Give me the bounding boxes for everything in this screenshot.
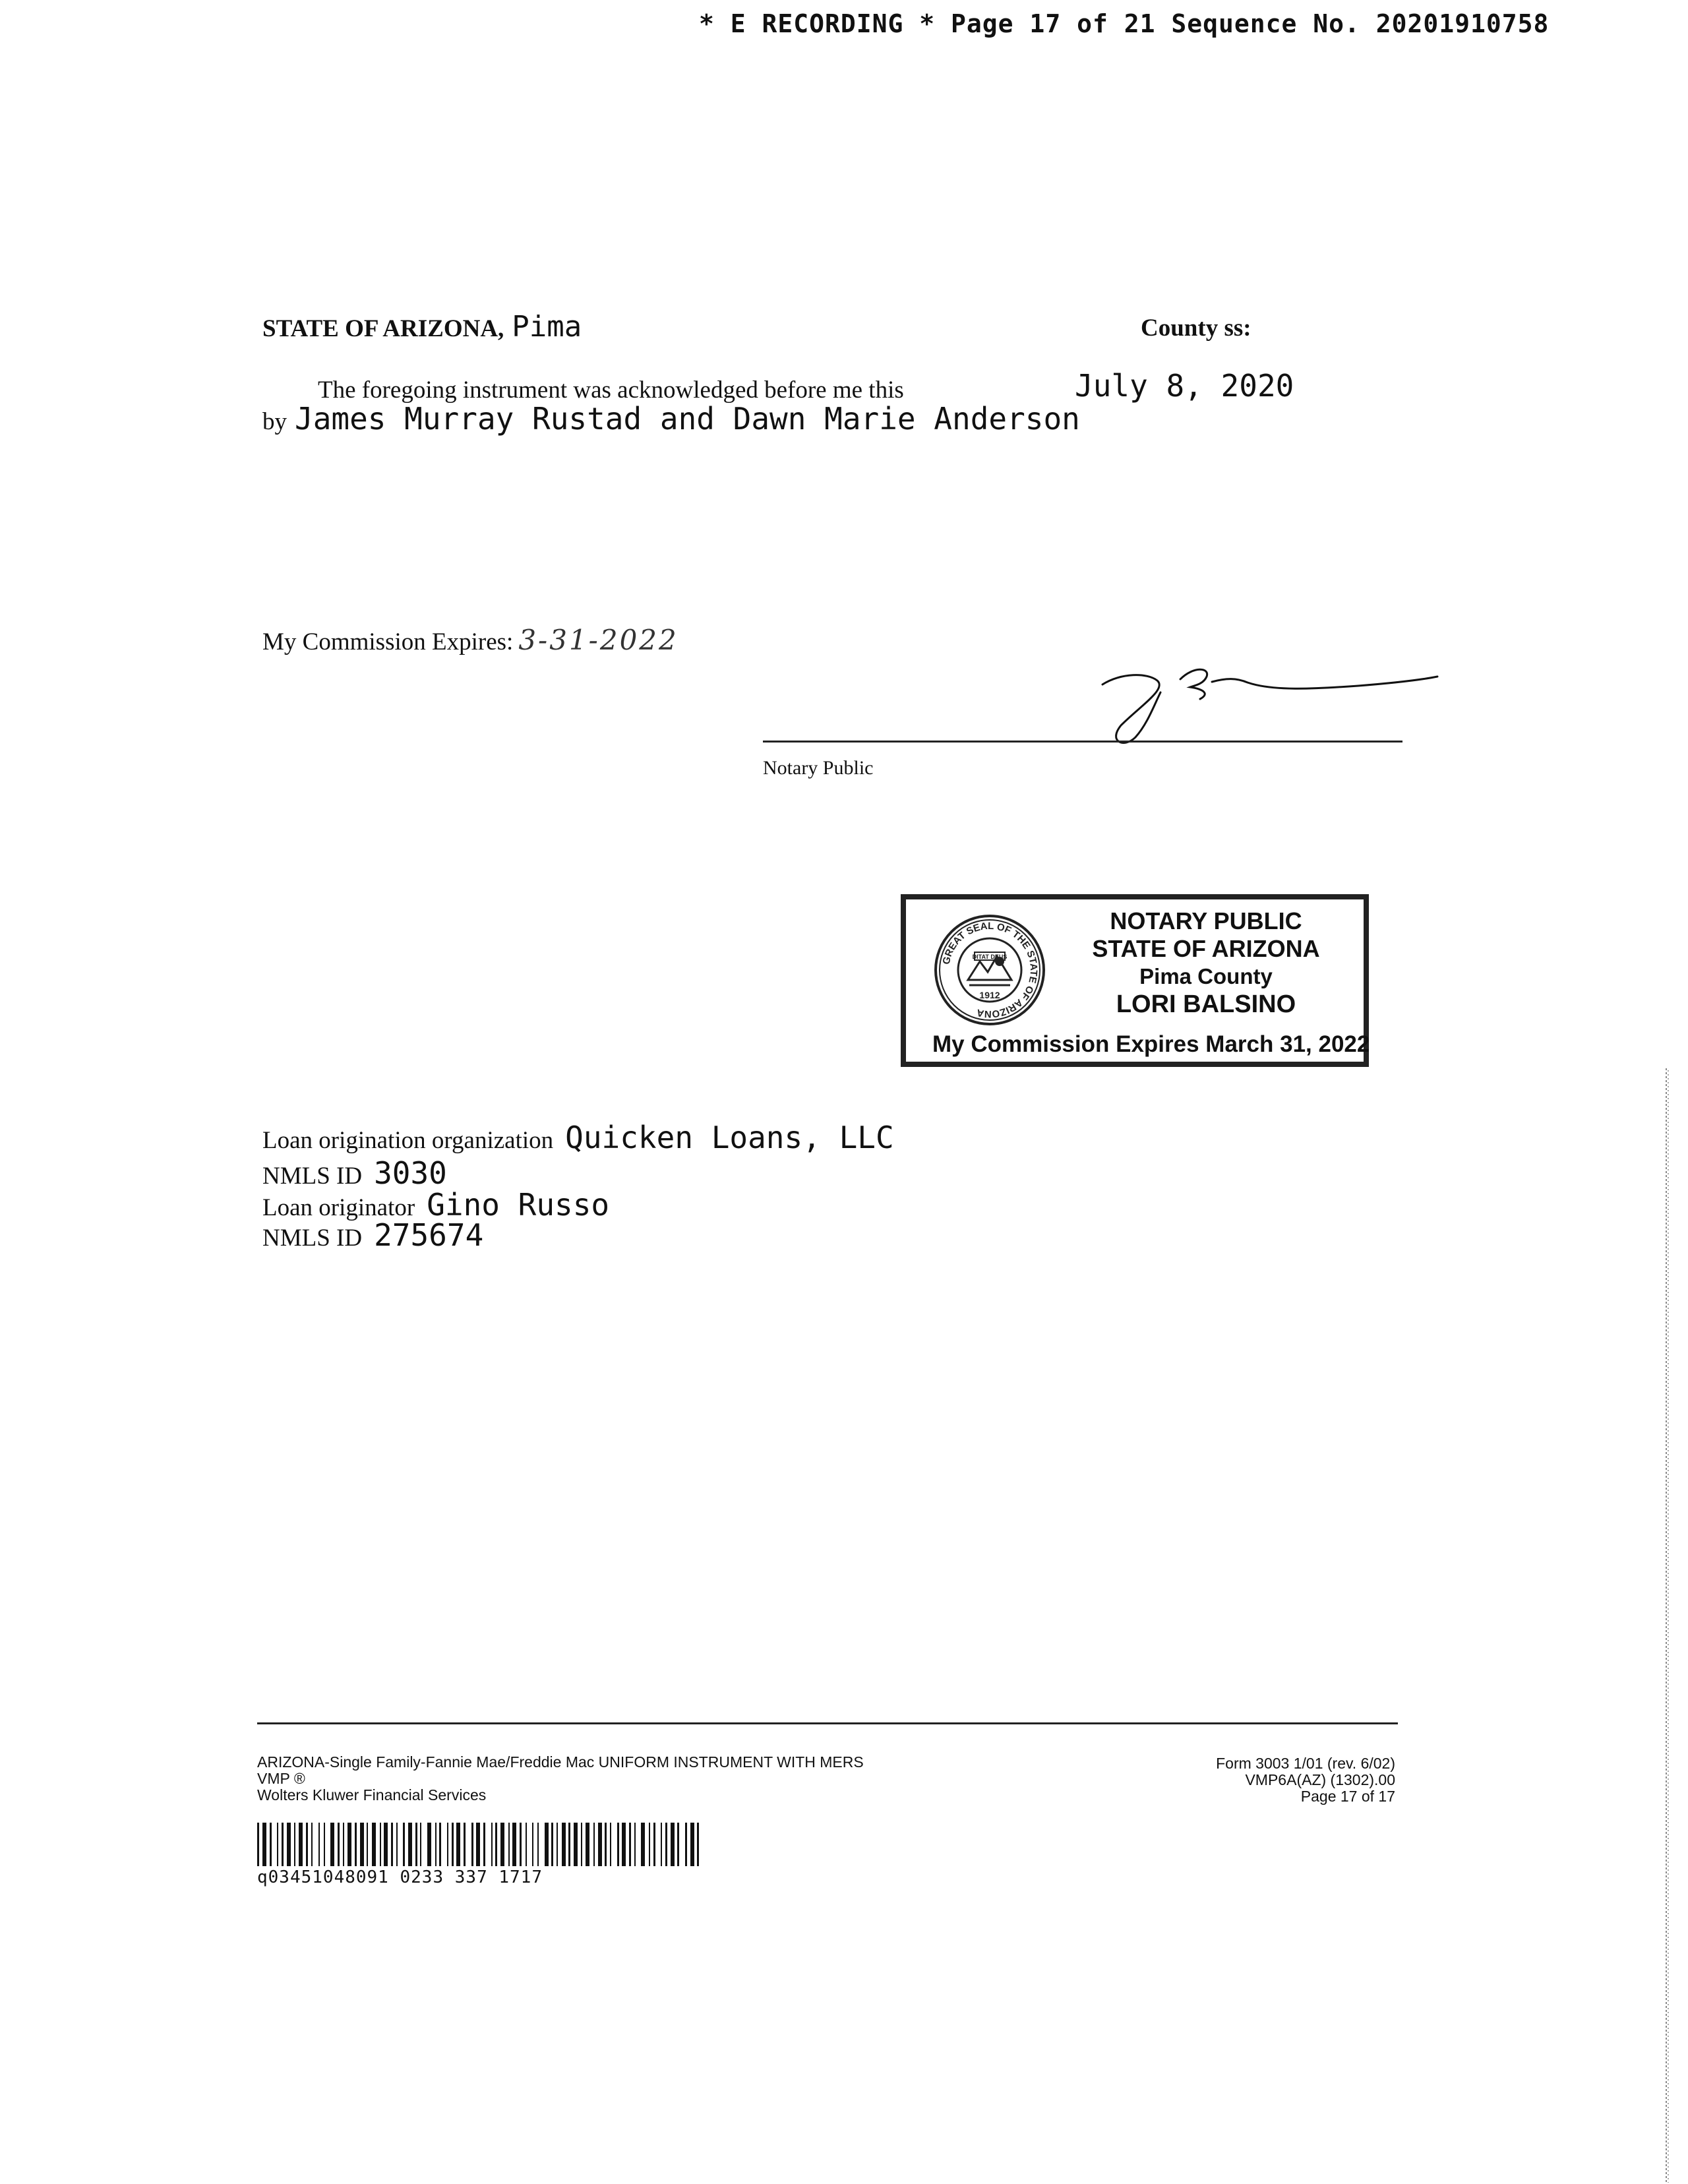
barcode-bar (568, 1823, 570, 1866)
barcode-bar (500, 1823, 504, 1866)
stamp-expiration: My Commission Expires March 31, 2022 (932, 1031, 1370, 1057)
footer-publisher: Wolters Kluwer Financial Services (257, 1786, 487, 1804)
barcode-bar (593, 1823, 595, 1866)
barcode-bar (464, 1823, 466, 1866)
loan-org-label: Loan origination organization (262, 1127, 554, 1154)
barcode-bar (408, 1823, 412, 1866)
stamp-text-block (1064, 907, 1348, 1018)
nmls-originator-label: NMLS ID (262, 1225, 363, 1252)
barcode-bar (605, 1823, 607, 1866)
barcode-bar (476, 1823, 480, 1866)
notary-public-label: Notary Public (763, 757, 874, 779)
barcode-bar (318, 1823, 320, 1866)
barcode-bar (396, 1823, 398, 1866)
barcode-bar (690, 1823, 694, 1866)
barcode-bar (282, 1823, 284, 1866)
footer-page-number: Page 17 of 17 (1300, 1788, 1395, 1805)
barcode-bar (447, 1823, 448, 1866)
stamp-notary-public: NOTARY PUBLIC (1110, 907, 1302, 934)
barcode-bar (671, 1823, 675, 1866)
barcode-bar (661, 1823, 662, 1866)
nmls-org-value: 3030 (374, 1155, 447, 1191)
barcode-bar (427, 1823, 431, 1866)
loan-originator-value: Gino Russo (427, 1187, 610, 1223)
scan-edge-artifact (1666, 1068, 1670, 2183)
state-label: STATE OF ARIZONA, (262, 315, 504, 342)
stamp-state: STATE OF ARIZONA (1092, 935, 1320, 962)
barcode-bar (629, 1823, 631, 1866)
barcode-bar (452, 1823, 454, 1866)
state-line (262, 310, 582, 344)
barcode-bar (649, 1823, 650, 1866)
loan-org-row (262, 1120, 894, 1155)
barcode-bar (641, 1823, 645, 1866)
signers-line (262, 401, 1080, 437)
barcode-bar (557, 1823, 558, 1866)
barcode-bar (526, 1823, 527, 1866)
barcode-bar (456, 1823, 460, 1866)
loan-originator-label: Loan originator (262, 1194, 415, 1221)
notary-signature-image (1095, 653, 1444, 752)
barcode-bar (338, 1823, 340, 1866)
barcode-bar (372, 1823, 376, 1866)
barcode-image (257, 1823, 706, 1866)
barcode-bar (653, 1823, 655, 1866)
barcode-bar (355, 1823, 357, 1866)
signature-line (763, 741, 1402, 743)
barcode-bar (598, 1823, 602, 1866)
seal-year: 1912 (979, 990, 1000, 1000)
barcode-bar (495, 1823, 497, 1866)
footer-form-number: Form 3003 1/01 (rev. 6/02) (1216, 1755, 1395, 1772)
footer-rule (257, 1722, 1398, 1724)
barcode-bar (311, 1823, 313, 1866)
barcode-bar (685, 1823, 687, 1866)
footer-right-block (1167, 1755, 1395, 1805)
barcode-bar (622, 1823, 626, 1866)
barcode-bar (287, 1823, 291, 1866)
commission-line (262, 624, 678, 656)
barcode-bar (483, 1823, 485, 1866)
footer-vmp: VMP ® (257, 1770, 305, 1787)
barcode-bar (617, 1823, 619, 1866)
barcode-bar (257, 1823, 259, 1866)
barcode-bar (330, 1823, 334, 1866)
barcode-bar (367, 1823, 368, 1866)
by-label: by (262, 408, 287, 435)
barcode-bar (435, 1823, 437, 1866)
barcode-bar (634, 1823, 636, 1866)
nmls-originator-value: 275674 (374, 1217, 484, 1253)
county-name: Pima (512, 310, 582, 344)
nmls-org-label: NMLS ID (262, 1163, 363, 1190)
barcode-bar (360, 1823, 364, 1866)
barcode-bar (532, 1823, 533, 1866)
footer-left-block (257, 1754, 864, 1804)
barcode-bar (562, 1823, 566, 1866)
barcode-bar (697, 1823, 699, 1866)
barcode-bar (299, 1823, 303, 1866)
stamp-county: Pima County (1139, 964, 1273, 988)
barcode-bar (512, 1823, 516, 1866)
barcode-bar (294, 1823, 295, 1866)
acknowledgment-text: The foregoing instrument was acknowledged before me this (318, 377, 904, 404)
loan-org-value: Quicken Loans, LLC (565, 1120, 894, 1155)
barcode-bar (508, 1823, 510, 1866)
barcode-bar (403, 1823, 405, 1866)
barcode-bar (391, 1823, 393, 1866)
footer-vmp-code: VMP6A(AZ) (1302).00 (1245, 1771, 1395, 1788)
barcode-bar (306, 1823, 308, 1866)
nmls-org-row (262, 1155, 447, 1191)
barcode-bar (610, 1823, 611, 1866)
barcode-bar (415, 1823, 417, 1866)
barcode-bar (471, 1823, 473, 1866)
barcode-bar (277, 1823, 278, 1866)
barcode-bar (586, 1823, 589, 1866)
seal-motto: DITAT DEUS (972, 954, 1008, 960)
recording-header: * E RECORDING * Page 17 of 21 Sequence No. 20201910758 (699, 9, 1550, 38)
barcode-bar (439, 1823, 441, 1866)
county-ss-label: County ss: (1141, 315, 1251, 342)
barcode-bar (574, 1823, 578, 1866)
barcode-bar (270, 1823, 272, 1866)
barcode-bar (380, 1823, 381, 1866)
barcode-bar (520, 1823, 522, 1866)
barcode-bar (262, 1823, 266, 1866)
barcode-bar (581, 1823, 582, 1866)
barcode-bar (545, 1823, 549, 1866)
signers-names: James Murray Rustad and Dawn Marie Anderson (295, 401, 1080, 437)
arizona-seal-icon (934, 914, 1046, 1026)
barcode-bar (343, 1823, 344, 1866)
barcode-bar (491, 1823, 493, 1866)
acknowledgment-date: July 8, 2020 (1075, 368, 1294, 404)
barcode-bar (347, 1823, 351, 1866)
stamp-notary-name: LORI BALSINO (1116, 990, 1296, 1018)
barcode-bar (665, 1823, 667, 1866)
barcode-bar (551, 1823, 553, 1866)
commission-handwritten-date: 3-31-2022 (518, 624, 678, 656)
barcode-bar (324, 1823, 325, 1866)
barcode-bar (420, 1823, 421, 1866)
seal-ring-text: GREAT SEAL OF THE STATE OF ARIZONA (940, 920, 1040, 1020)
barcode-number: q03451048091 0233 337 1717 (257, 1867, 543, 1887)
barcode-bar (677, 1823, 679, 1866)
notary-stamp (901, 894, 1369, 1067)
barcode-bar (384, 1823, 388, 1866)
barcode-bar (537, 1823, 539, 1866)
commission-label: My Commission Expires: (262, 628, 514, 655)
nmls-originator-row (262, 1217, 483, 1253)
footer-form-title: ARIZONA-Single Family-Fannie Mae/Freddie Mac UNIFORM INSTRUMENT WITH MERS (257, 1753, 864, 1771)
